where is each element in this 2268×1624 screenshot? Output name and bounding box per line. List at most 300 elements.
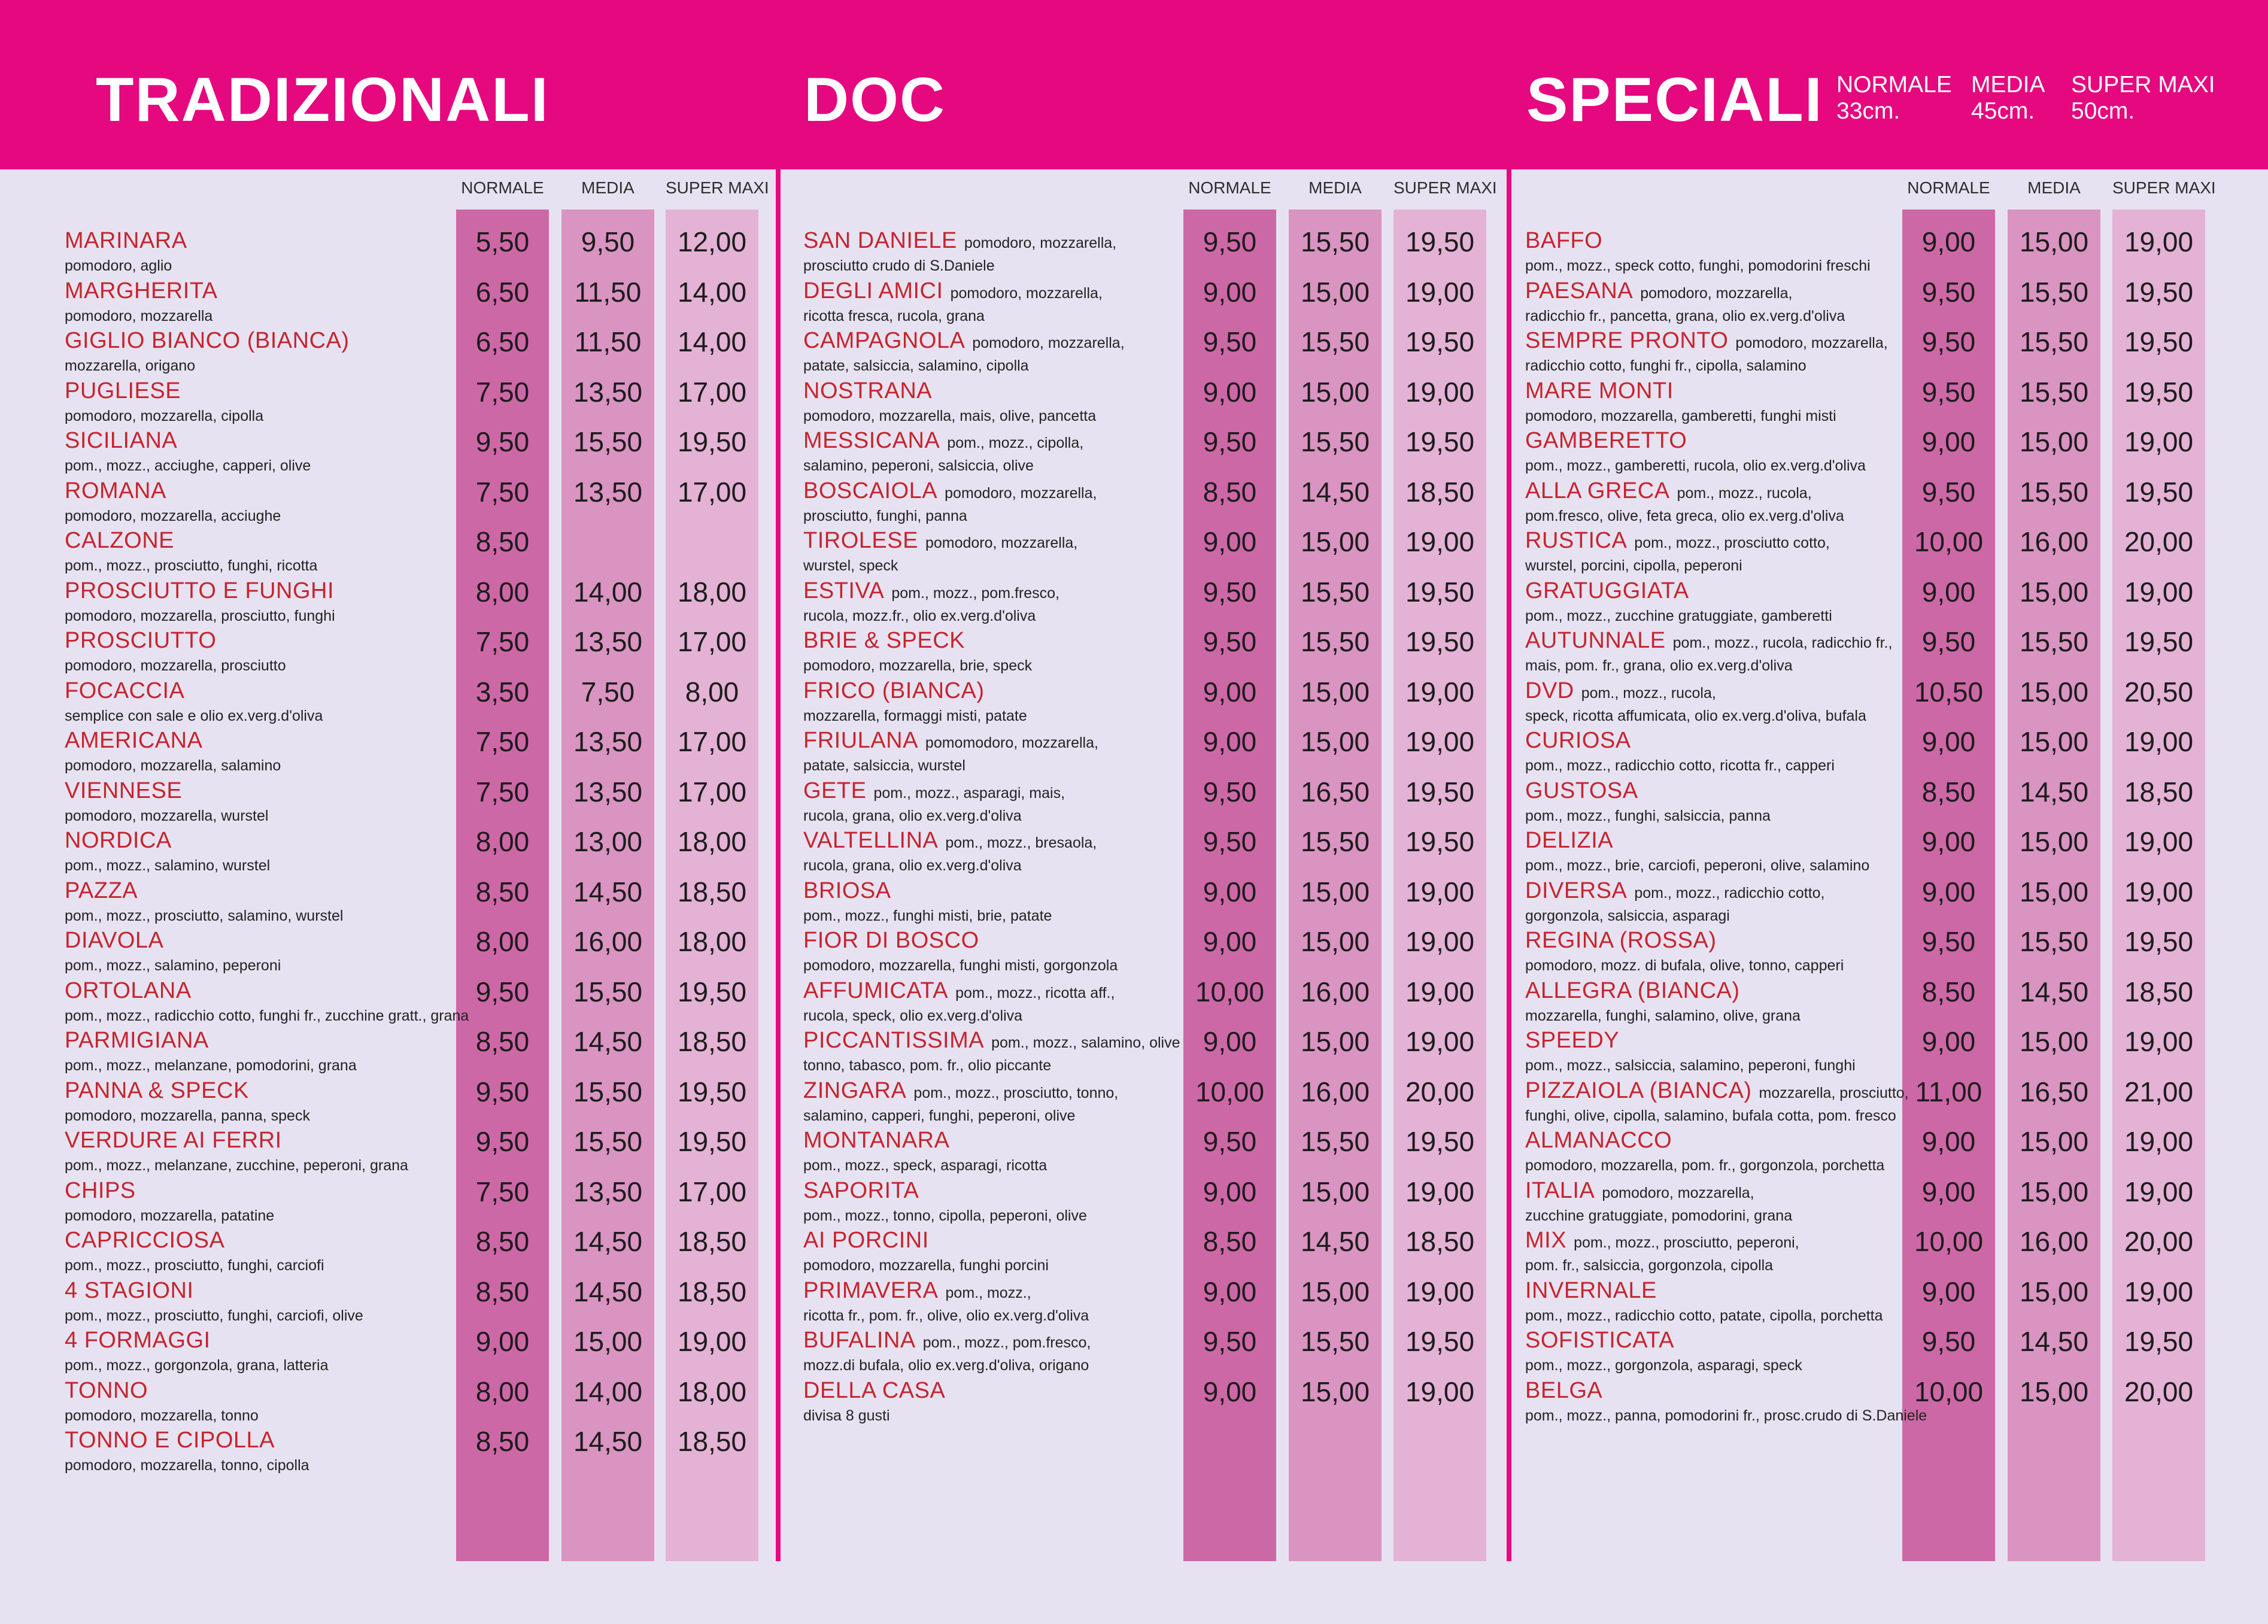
menu-item-title-line (65, 929, 163, 952)
price-media: 15,00 (1300, 726, 1370, 757)
pizza-ingredients: patate, salsiccia, wurstel (803, 757, 966, 774)
menu-item-title-line (803, 380, 932, 402)
price-super-maxi: 19,50 (1405, 626, 1475, 657)
price-media: 15,50 (1300, 226, 1370, 257)
menu-item-title-line (803, 329, 1125, 352)
pizza-ingredients: mozzarella, funghi, salamino, olive, grana (1525, 1007, 1801, 1024)
price-media: 15,00 (1300, 377, 1370, 408)
price-normale: 8,50 (1921, 776, 1976, 808)
size-column-header: SUPER MAXI (1393, 178, 1497, 197)
price-normale: 9,00 (1921, 1026, 1976, 1057)
menu-item-title-line (65, 429, 177, 452)
pizza-name: GRATUGGIATA (1525, 578, 1689, 603)
pizza-name: PROSCIUTTO (65, 628, 217, 653)
price-super-maxi: 20,00 (1405, 1076, 1475, 1107)
price-media: 14,50 (2019, 976, 2089, 1007)
pizza-ingredients: pomodoro, mozzarella, funghi misti, gorgonzola (803, 957, 1118, 974)
price-media: 16,00 (1300, 976, 1370, 1007)
pizza-ingredients: patate, salsiccia, salamino, cipolla (803, 357, 1029, 374)
price-media: 15,50 (573, 1076, 643, 1107)
price-media: 16,50 (1300, 776, 1370, 808)
pizza-name: CALZONE (65, 528, 174, 553)
price-normale: 11,00 (1915, 1076, 1982, 1107)
pizza-name: AUTUNNALE (1525, 628, 1666, 653)
pizza-ingredients: pom., mozz., prosciutto, funghi, carciofi (65, 1257, 324, 1274)
pizza-ingredients: wurstel, speck (803, 557, 898, 574)
pizza-ingredients: pom., mozz., radicchio cotto, ricotta fr., capperi (1525, 757, 1835, 774)
price-super-maxi: 19,00 (2124, 726, 2194, 757)
pizza-ingredients: salamino, capperi, funghi, peperoni, olive (803, 1107, 1076, 1124)
price-media: 15,00 (2019, 826, 2089, 857)
size-column-header: MEDIA (1308, 178, 1362, 197)
pizza-ingredients: mozzarella, origano (65, 357, 196, 374)
price-normale: 8,50 (475, 1276, 530, 1307)
pizza-name: CURIOSA (1525, 728, 1631, 753)
pizza-ingredients-inline: pomodoro, mozzarella, (945, 485, 1097, 502)
price-super-maxi: 19,50 (677, 976, 747, 1007)
pizza-ingredients-inline: pomodoro, mozzarella, (972, 335, 1125, 351)
menu-item-title-line (803, 579, 1059, 602)
menu-item-title-line (803, 280, 1103, 302)
price-normale: 9,50 (475, 1126, 530, 1157)
price-media: 15,00 (2019, 676, 2089, 708)
price-super-maxi: 19,50 (1405, 826, 1475, 857)
pizza-ingredients: pomodoro, mozzarella, gamberetti, funghi misti (1525, 408, 1836, 424)
pizza-name: SAN DANIELE (803, 228, 957, 253)
price-media: 15,00 (2019, 876, 2089, 907)
pizza-name: SAPORITA (803, 1178, 919, 1203)
price-super-maxi: 19,50 (2124, 377, 2194, 408)
pizza-ingredients: semplice con sale e olio ex.verg.d'oliva (65, 708, 323, 724)
pizza-name: REGINA (ROSSA) (1525, 928, 1717, 953)
pizza-name: MESSICANA (803, 428, 940, 453)
price-normale: 9,00 (1203, 676, 1257, 708)
price-normale: 9,50 (475, 1076, 530, 1107)
pizza-name: BELGA (1525, 1378, 1603, 1403)
pizza-ingredients: funghi, olive, cipolla, salamino, bufala cotta, pom. fresco (1525, 1107, 1896, 1124)
pizza-name: TONNO (65, 1378, 148, 1403)
price-media: 15,00 (2019, 426, 2089, 457)
pizza-name: 4 FORMAGGI (65, 1328, 211, 1353)
pizza-ingredients-inline: pomodoro, mozzarella, (950, 285, 1103, 302)
price-super-maxi: 19,00 (1405, 1376, 1475, 1407)
pizza-ingredients: pom., mozz., salamino, wurstel (65, 857, 271, 874)
menu-item-title-line (803, 1079, 1118, 1102)
price-super-maxi: 19,00 (1405, 676, 1475, 708)
pizza-ingredients: tonno, tabasco, pom. fr., olio piccante (803, 1057, 1052, 1074)
pizza-ingredients: rucola, speck, olio ex.verg.d'oliva (803, 1007, 1023, 1024)
pizza-ingredients: pom., mozz., speck, asparagi, ricotta (803, 1157, 1048, 1174)
price-media: 15,50 (1300, 326, 1370, 357)
menu-item-title-line (65, 1029, 209, 1052)
pizza-ingredients: pom., mozz., brie, carciofi, peperoni, olive, salamino (1525, 857, 1870, 874)
price-super-maxi: 19,50 (1405, 326, 1475, 357)
price-media: 14,00 (573, 1376, 643, 1407)
menu-item-title-line (65, 729, 202, 752)
price-normale: 10,00 (1914, 1226, 1984, 1257)
price-media: 15,00 (1300, 277, 1370, 308)
pizza-name: DVD (1525, 678, 1574, 703)
price-media: 13,50 (573, 377, 643, 408)
price-normale: 8,50 (475, 1426, 530, 1457)
pizza-name: PIZZAIOLA (BIANCA) (1525, 1078, 1752, 1103)
price-super-maxi: 12,00 (677, 226, 747, 257)
price-normale: 9,00 (1921, 226, 1976, 257)
menu-item-title-line (803, 929, 979, 952)
price-normale: 8,00 (475, 576, 530, 608)
pizza-ingredients: divisa 8 gusti (803, 1407, 890, 1424)
price-normale: 9,50 (1203, 576, 1257, 608)
price-super-maxi: 18,50 (677, 876, 747, 907)
pizza-ingredients-inline: pom., mozz., salamino, olive (991, 1034, 1180, 1051)
price-normale: 8,50 (1921, 976, 1976, 1007)
pizza-name: ZINGARA (803, 1078, 907, 1103)
menu-item-title-line (1525, 829, 1613, 852)
pizza-ingredients-inline: pom., mozz., bresaola, (945, 834, 1097, 851)
pizza-name: PUGLIESE (65, 378, 181, 403)
pizza-name: VALTELLINA (803, 828, 939, 853)
size-column-header: NORMALE (1907, 178, 1990, 197)
pizza-ingredients: wurstel, porcini, cipolla, peperoni (1525, 557, 1742, 574)
pizza-name: CHIPS (65, 1178, 136, 1203)
pizza-ingredients: pom., mozz., speck cotto, funghi, pomodorini freschi (1525, 257, 1871, 274)
pizza-ingredients: pomodoro, mozzarella, prosciutto, funghi (65, 608, 335, 624)
price-super-maxi: 19,00 (1405, 526, 1475, 557)
pizza-name: BUFALINA (803, 1328, 916, 1353)
menu-item-title-line (803, 1229, 929, 1252)
price-media: 15,50 (1300, 826, 1370, 857)
menu-item-title-line (1525, 1379, 1602, 1402)
price-normale: 9,50 (1921, 277, 1976, 308)
price-media: 15,50 (2019, 377, 2089, 408)
price-media: 14,50 (573, 1276, 643, 1307)
price-super-maxi: 19,50 (2124, 277, 2194, 308)
menu-item-title-line (1525, 579, 1689, 602)
section-title-doc: DOC (804, 65, 946, 135)
price-super-maxi: 18,00 (677, 576, 747, 608)
pizza-ingredients: pomodoro, mozzarella, tonno (65, 1407, 259, 1424)
price-normale: 9,00 (1203, 876, 1257, 907)
price-media: 15,50 (1300, 626, 1370, 657)
pizza-name: VERDURE AI FERRI (65, 1128, 282, 1153)
price-normale: 9,00 (1203, 1026, 1257, 1057)
price-super-maxi: 19,00 (1405, 1176, 1475, 1207)
pizza-name: DIVERSA (1525, 878, 1628, 903)
price-super-maxi: 19,00 (1405, 726, 1475, 757)
pizza-name: MARINARA (65, 228, 187, 253)
price-super-maxi: 19,00 (1405, 1026, 1475, 1057)
price-media: 15,00 (2019, 1376, 2089, 1407)
price-super-maxi: 21,00 (2124, 1076, 2194, 1107)
menu-item-title-line (1525, 280, 1793, 302)
pizza-ingredients: pom., mozz., funghi, salsiccia, panna (1525, 808, 1771, 824)
price-normale: 6,50 (475, 326, 530, 357)
price-media: 15,50 (1300, 426, 1370, 457)
price-media: 15,00 (1300, 526, 1370, 557)
price-normale: 10,00 (1195, 1076, 1265, 1107)
pizza-ingredients: ricotta fr., pom. fr., olive, olio ex.verg.d'oliva (803, 1307, 1089, 1324)
price-media: 15,50 (1300, 1326, 1370, 1357)
price-super-maxi: 17,00 (677, 1176, 747, 1207)
menu-item-title-line (65, 380, 181, 402)
size-column-header: NORMALE (461, 178, 544, 197)
pizza-name: PROSCIUTTO E FUNGHI (65, 578, 335, 603)
menu-item-title-line (803, 879, 891, 902)
pizza-ingredients: pom., mozz., gorgonzola, asparagi, speck (1525, 1357, 1802, 1374)
price-super-maxi: 19,50 (1405, 1126, 1475, 1157)
menu-item-title-line (1525, 979, 1740, 1002)
price-media: 15,00 (1300, 1376, 1370, 1407)
price-media: 11,50 (574, 277, 642, 308)
price-super-maxi: 19,00 (2124, 876, 2194, 907)
price-media: 15,50 (2019, 277, 2089, 308)
menu-item-title-line (803, 1379, 945, 1402)
pizza-ingredients: pom., mozz., zucchine gratuggiate, gamberetti (1525, 608, 1832, 624)
pizza-name: GETE (803, 778, 867, 803)
price-media: 14,50 (573, 876, 643, 907)
price-normale: 8,50 (475, 1226, 530, 1257)
column-divider (776, 169, 781, 1561)
size-legend-super-maxi (2071, 72, 2215, 124)
price-super-maxi: 19,00 (2124, 426, 2194, 457)
pizza-name: MARE MONTI (1525, 378, 1674, 403)
price-super-maxi: 18,50 (677, 1426, 747, 1457)
pizza-name: AI PORCINI (803, 1228, 929, 1253)
price-media: 15,50 (573, 426, 643, 457)
pizza-name: SOFISTICATA (1525, 1328, 1674, 1353)
pizza-name: MARGHERITA (65, 278, 218, 303)
price-super-maxi: 17,00 (677, 776, 747, 808)
pizza-ingredients: pomodoro, mozzarella, patatine (65, 1207, 275, 1224)
pizza-name: AMERICANA (65, 728, 203, 753)
price-media: 7,50 (581, 676, 635, 708)
pizza-ingredients: pom., mozz., tonno, cipolla, peperoni, olive (803, 1207, 1087, 1224)
menu-item-title-line (1525, 1079, 1909, 1102)
pizza-name: INVERNALE (1525, 1278, 1657, 1303)
pizza-ingredients-inline: pom., mozz., pom.fresco, (922, 1334, 1091, 1351)
section-title-speciali: SPECIALI (1526, 65, 1823, 135)
price-super-maxi: 19,00 (1405, 876, 1475, 907)
price-normale: 8,50 (1203, 476, 1257, 508)
price-media: 15,00 (1300, 1176, 1370, 1207)
menu-item-title-line (65, 529, 174, 552)
menu-item-title-line (803, 1179, 919, 1202)
price-super-maxi: 14,00 (677, 277, 747, 308)
price-super-maxi: 17,00 (677, 377, 747, 408)
pizza-ingredients-inline: pom., mozz., prosciutto cotto, (1634, 535, 1830, 551)
pizza-name: MONTANARA (803, 1128, 950, 1153)
pizza-ingredients-inline: pom., mozz., (945, 1285, 1031, 1301)
pizza-name: ALLA GRECA (1525, 478, 1670, 503)
pizza-ingredients: pomodoro, mozzarella, tonno, cipolla (65, 1457, 309, 1474)
price-super-maxi: 18,00 (677, 926, 747, 957)
price-media: 13,50 (573, 776, 643, 808)
pizza-name: DELIZIA (1525, 828, 1614, 853)
pizza-ingredients: pomodoro, mozzarella, mais, olive, pancetta (803, 408, 1097, 424)
menu-item-title-line (65, 629, 216, 652)
menu-item-title-line (1525, 1279, 1657, 1302)
price-media: 15,50 (573, 1126, 643, 1157)
price-normale: 7,50 (475, 726, 530, 757)
price-media: 15,00 (2019, 1026, 2089, 1057)
column-divider (1507, 169, 1511, 1561)
price-normale: 8,50 (475, 526, 530, 557)
pizza-name: ORTOLANA (65, 978, 192, 1003)
price-normale: 10,00 (1195, 976, 1265, 1007)
price-normale: 9,50 (475, 976, 530, 1007)
size-legend-media (1971, 72, 2045, 124)
price-media: 15,50 (1300, 1126, 1370, 1157)
menu-item-title-line (65, 829, 172, 852)
menu-item-title-line (803, 729, 1098, 752)
pizza-ingredients: pomodoro, aglio (65, 257, 172, 274)
price-super-maxi: 18,50 (677, 1226, 747, 1257)
pizza-ingredients: pomodoro, mozzarella, panna, speck (65, 1107, 310, 1124)
pizza-name: CAPRICCIOSA (65, 1228, 225, 1253)
price-normale: 9,00 (1203, 377, 1257, 408)
price-normale: 9,00 (1921, 1276, 1976, 1307)
pizza-ingredients: salamino, peperoni, salsiccia, olive (803, 457, 1034, 474)
pizza-name: PANNA & SPECK (65, 1078, 249, 1103)
size-column-header: NORMALE (1188, 178, 1271, 197)
size-legend-size: 45cm. (1971, 98, 2035, 124)
price-super-maxi: 19,00 (1405, 1276, 1475, 1307)
menu-item-title-line (1525, 1029, 1619, 1052)
menu-item-title-line (1525, 429, 1687, 452)
price-media: 15,00 (2019, 1276, 2089, 1307)
pizza-ingredients: pomodoro, mozz. di bufala, olive, tonno, capperi (1525, 957, 1844, 974)
pizza-name: SEMPRE PRONTO (1525, 328, 1729, 353)
size-column-header: MEDIA (581, 178, 634, 197)
price-media: 15,50 (2019, 926, 2089, 957)
size-legend-size: 33cm. (1836, 98, 1900, 124)
menu-item-title-line (65, 579, 334, 602)
pizza-name: PARMIGIANA (65, 1028, 209, 1053)
price-normale: 9,50 (1203, 776, 1257, 808)
pizza-ingredients-inline: pomodoro, mozzarella, (925, 535, 1078, 551)
pizza-ingredients: pom., mozz., melanzane, zucchine, peperoni, grana (65, 1157, 408, 1174)
price-normale: 9,00 (1921, 426, 1976, 457)
pizza-name: BAFFO (1525, 228, 1603, 253)
price-super-maxi: 14,00 (677, 326, 747, 357)
pizza-ingredients: pomodoro, mozzarella, acciughe (65, 508, 281, 524)
pizza-ingredients: pomodoro, mozzarella, funghi porcini (803, 1257, 1049, 1274)
price-media: 15,00 (2019, 1176, 2089, 1207)
price-media: 15,00 (1300, 876, 1370, 907)
pizza-ingredients: pomodoro, mozzarella (65, 308, 213, 324)
pizza-ingredients: mozz.di bufala, olio ex.verg.d'oliva, origano (803, 1357, 1089, 1374)
price-media: 14,50 (573, 1226, 643, 1257)
menu-item-title-line (1525, 229, 1602, 252)
pizza-ingredients-inline: pom., mozz., asparagi, mais, (873, 785, 1065, 802)
price-normale: 7,50 (475, 377, 530, 408)
pizza-name: NORDICA (65, 828, 172, 853)
pizza-ingredients-inline: mozzarella, prosciutto, (1759, 1085, 1909, 1101)
price-normale: 9,50 (1203, 1326, 1257, 1357)
price-normale: 3,50 (475, 676, 530, 708)
price-normale: 7,50 (475, 1176, 530, 1207)
pizza-ingredients: pom., mozz., acciughe, capperi, olive (65, 457, 311, 474)
price-media: 15,50 (1300, 576, 1370, 608)
price-media: 16,00 (2019, 1226, 2089, 1257)
pizza-ingredients: pom.fresco, olive, feta greca, olio ex.verg.d'oliva (1525, 508, 1844, 524)
price-normale: 9,00 (1921, 726, 1976, 757)
price-media: 13,50 (573, 626, 643, 657)
price-normale: 9,00 (1203, 1376, 1257, 1407)
price-super-maxi: 18,50 (677, 1026, 747, 1057)
pizza-name: GIGLIO BIANCO (BIANCA) (65, 328, 350, 353)
pizza-ingredients-inline: pom., mozz., radicchio cotto, (1634, 885, 1825, 901)
pizza-ingredients: mais, pom. fr., grana, olio ex.verg.d'oliva (1525, 657, 1793, 674)
menu-item-title-line (803, 829, 1097, 852)
pizza-name: CAMPAGNOLA (803, 328, 966, 353)
pizza-name: PAESANA (1525, 278, 1634, 303)
size-legend-label: MEDIA (1971, 72, 2045, 98)
menu-item-title-line (1525, 779, 1638, 802)
price-super-maxi: 18,50 (2124, 976, 2194, 1007)
price-normale: 9,00 (1203, 1276, 1257, 1307)
pizza-name: FRICO (BIANCA) (803, 678, 985, 703)
price-media: 14,50 (573, 1426, 643, 1457)
price-normale: 9,50 (1203, 826, 1257, 857)
price-media: 14,50 (1300, 476, 1370, 508)
pizza-name: FIOR DI BOSCO (803, 928, 979, 953)
price-normale: 8,50 (475, 1026, 530, 1057)
price-super-maxi: 8,00 (685, 676, 739, 708)
pizza-ingredients-inline: pom., mozz., rucola, (1581, 685, 1716, 702)
pizza-ingredients: pom., mozz., prosciutto, salamino, wurstel (65, 907, 344, 924)
pizza-name: ESTIVA (803, 578, 885, 603)
price-media: 13,00 (573, 826, 643, 857)
pizza-ingredients-inline: pom., mozz., rucola, (1677, 485, 1812, 502)
header-bar (0, 0, 2268, 169)
pizza-ingredients: pom., mozz., melanzane, pomodorini, grana (65, 1057, 357, 1074)
pizza-name: DELLA CASA (803, 1378, 946, 1403)
pizza-ingredients: pomodoro, mozzarella, pom. fr., gorgonzola, porchetta (1525, 1157, 1885, 1174)
price-super-maxi: 19,00 (677, 1326, 747, 1357)
pizza-name: ITALIA (1525, 1178, 1595, 1203)
price-normale: 10,00 (1914, 1376, 1984, 1407)
price-super-maxi: 19,00 (2124, 826, 2194, 857)
menu-item-title-line (803, 1279, 1031, 1302)
price-super-maxi: 19,50 (2124, 1326, 2194, 1357)
menu-item-title-line (803, 479, 1097, 502)
pizza-ingredients: pom., mozz., prosciutto, funghi, ricotta (65, 557, 318, 574)
price-super-maxi: 18,00 (677, 1376, 747, 1407)
price-normale: 9,50 (475, 426, 530, 457)
size-column-header: SUPER MAXI (666, 178, 769, 197)
menu-item-title-line (803, 529, 1077, 552)
menu-item-title-line (65, 280, 218, 302)
price-normale: 5,50 (475, 226, 530, 257)
pizza-name: GAMBERETTO (1525, 428, 1687, 453)
price-super-maxi: 20,00 (2124, 1376, 2194, 1407)
pizza-name: DEGLI AMICI (803, 278, 943, 303)
menu-item-title-line (803, 629, 965, 652)
pizza-ingredients: pom., mozz., gamberetti, rucola, olio ex.verg.d'oliva (1525, 457, 1866, 474)
price-normale: 9,50 (1203, 326, 1257, 357)
price-media: 13,50 (573, 726, 643, 757)
pizza-ingredients-inline: pomomodoro, mozzarella, (925, 734, 1098, 751)
menu-item-title-line (65, 479, 166, 502)
pizza-ingredients: pomodoro, mozzarella, wurstel (65, 808, 269, 824)
pizza-ingredients-inline: pomodoro, mozzarella, (964, 235, 1117, 251)
price-super-maxi: 19,50 (1405, 226, 1475, 257)
pizza-name: VIENNESE (65, 778, 183, 803)
pizza-name: BRIE & SPECK (803, 628, 965, 653)
pizza-ingredients: pom., mozz., salsiccia, salamino, peperoni, funghi (1525, 1057, 1856, 1074)
pizza-ingredients: radicchio fr., pancetta, grana, olio ex.verg.d'oliva (1525, 308, 1845, 324)
